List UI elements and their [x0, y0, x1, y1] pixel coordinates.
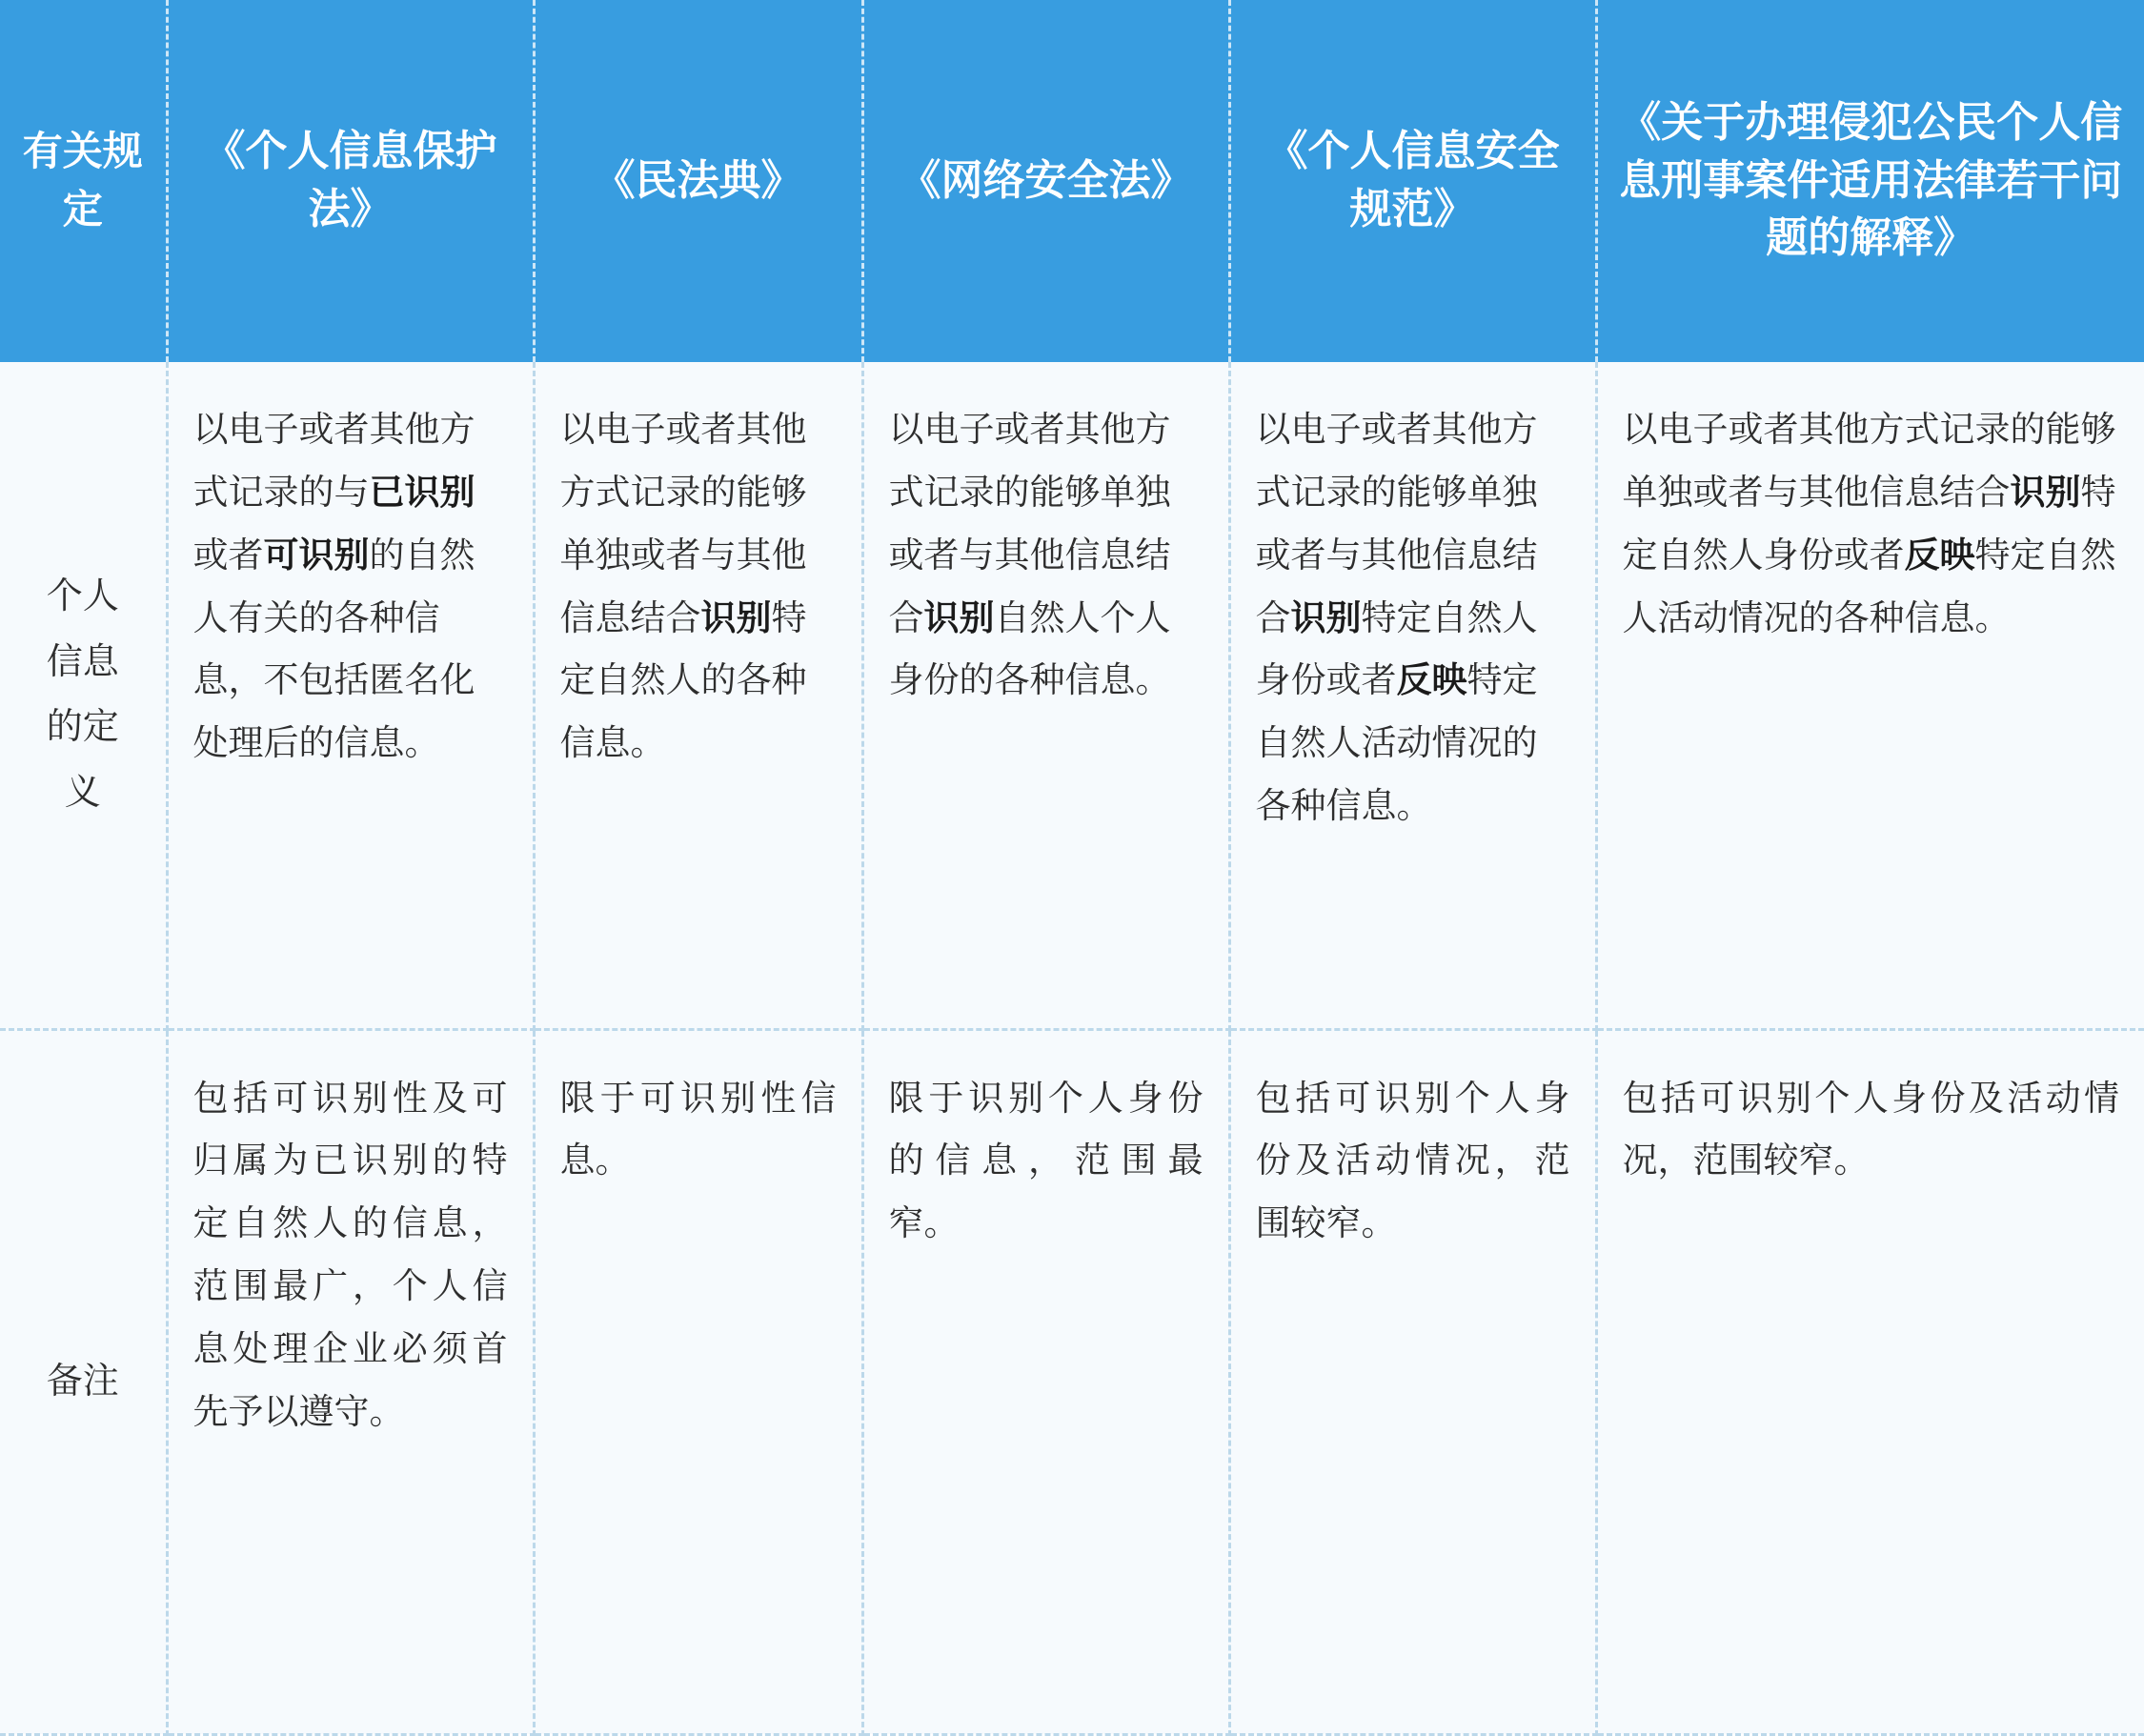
column-header-security-spec: 《个人信息安全规范》 — [1229, 0, 1596, 362]
cell-remarks-cybersecurity-law: 限于识别个人身份的信息，范围最窄。 — [862, 1029, 1229, 1734]
cell-remarks-pipl: 包括可识别性及可归属为已识别的特定自然人的信息，范围最广，个人信息处理企业必须首先予以遵守。 — [167, 1029, 534, 1734]
table-row — [0, 1029, 2144, 1734]
table-header — [0, 0, 2144, 362]
table-header-row — [0, 0, 2144, 362]
cell-definition-cybersecurity-law: 以电子或者其他方式记录的能够单独或者与其他信息结合识别自然人个人身份的各种信息。 — [862, 362, 1229, 1029]
cell-definition-judicial-interpretation: 以电子或者其他方式记录的能够单独或者与其他信息结合识别特定自然人身份或者反映特定自然人活动情况的各种信息。 — [1596, 362, 2144, 1029]
cell-definition-pipl: 以电子或者其他方式记录的与已识别或者可识别的自然人有关的各种信息，不包括匿名化处理后的信息。 — [167, 362, 534, 1029]
column-header-pipl: 《个人信息保护法》 — [167, 0, 534, 362]
column-header-judicial-interpretation: 《关于办理侵犯公民个人信息刑事案件适用法律若干问题的解释》 — [1596, 0, 2144, 362]
cell-definition-civil-code: 以电子或者其他方式记录的能够单独或者与其他信息结合识别特定自然人的各种信息。 — [534, 362, 862, 1029]
cell-remarks-civil-code: 限于可识别性信息。 — [534, 1029, 862, 1734]
table-row — [0, 362, 2144, 1029]
cell-remarks-security-spec: 包括可识别个人身份及活动情况，范围较窄。 — [1229, 1029, 1596, 1734]
column-header-civil-code: 《民法典》 — [534, 0, 862, 362]
row-label-definition: 个人信息的定义 — [0, 362, 167, 1029]
column-header-cybersecurity-law: 《网络安全法》 — [862, 0, 1229, 362]
row-label-remarks: 备注 — [0, 1029, 167, 1734]
column-header-regulation: 有关规定 — [0, 0, 167, 362]
table-body — [0, 362, 2144, 1734]
cell-definition-security-spec: 以电子或者其他方式记录的能够单独或者与其他信息结合识别特定自然人身份或者反映特定自然人活动情况的各种信息。 — [1229, 362, 1596, 1029]
cell-remarks-judicial-interpretation: 包括可识别个人身份及活动情况，范围较窄。 — [1596, 1029, 2144, 1734]
